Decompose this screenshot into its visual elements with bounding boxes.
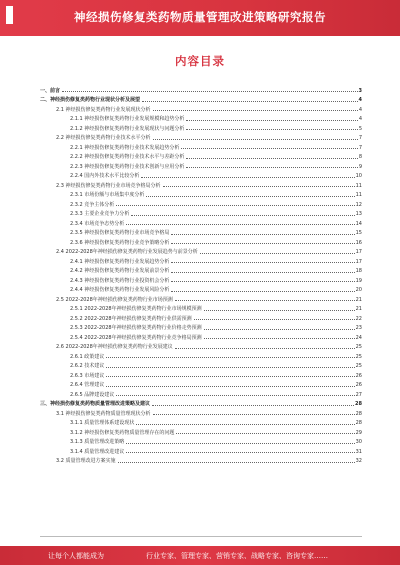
toc-entry-page: 9 bbox=[358, 163, 362, 170]
toc-entry-page: 7 bbox=[358, 144, 362, 151]
toc-entry-label: 2.5.1 2022-2028年神经损伤修复类药物行业市场规模预测 bbox=[70, 306, 202, 312]
toc-entry-page: 24 bbox=[355, 334, 362, 341]
toc-entry-page: 32 bbox=[355, 458, 362, 464]
toc-entry-label: 3.1.4 质量管理改进建议 bbox=[70, 448, 125, 455]
toc-entry-page: 17 bbox=[355, 258, 362, 265]
toc-dot-leader bbox=[153, 139, 358, 140]
toc-dot-leader bbox=[106, 367, 354, 368]
toc-entry[interactable] bbox=[40, 350, 362, 360]
toc-entry-page: 10 bbox=[355, 173, 362, 179]
toc-entry-page: 22 bbox=[355, 315, 362, 322]
toc-entry-page: 25 bbox=[355, 353, 362, 360]
toc-dot-leader bbox=[141, 177, 354, 178]
toc-dot-leader bbox=[116, 205, 354, 206]
toc-entry-page: 5 bbox=[358, 125, 362, 132]
footer-slogan: 让每个人都能成为 bbox=[48, 552, 104, 560]
toc-entry[interactable] bbox=[40, 141, 362, 151]
toc-dot-leader bbox=[204, 338, 355, 339]
toc-entry-label: 2.2.3 神经损伤修复类药物行业技术创新与应用分析 bbox=[70, 163, 185, 170]
toc-entry-label: 2.3.5 神经损伤修复类药物行业市场竞争格局 bbox=[70, 230, 170, 236]
toc-dot-leader bbox=[175, 300, 355, 301]
toc-entry-label: 2.3.6 神经损伤修复类药物行业竞争策略分析 bbox=[70, 239, 170, 246]
footer-roles: 行业专家、管理专家、营销专家、战略专家、咨询专家…… bbox=[146, 552, 328, 560]
toc-entry-page: 7 bbox=[358, 135, 362, 141]
toc-entry[interactable] bbox=[40, 236, 362, 246]
toc-entry[interactable] bbox=[40, 246, 362, 256]
toc-entry-label: 2.2.1 神经损伤修复类药物行业技术发展趋势分析 bbox=[70, 144, 180, 151]
toc-entry-page: 4 bbox=[358, 106, 362, 113]
toc-entry-page: 26 bbox=[355, 372, 362, 379]
toc-entry[interactable] bbox=[40, 455, 362, 465]
toc-dot-leader bbox=[171, 281, 354, 282]
footer-banner bbox=[0, 546, 400, 565]
toc-dot-leader bbox=[106, 376, 354, 377]
toc-entry-label: 2.5.3 2022-2028年神经损伤修复类药物行业价格走势预测 bbox=[70, 325, 202, 331]
toc-entry-page: 21 bbox=[355, 296, 362, 303]
toc-entry[interactable] bbox=[40, 303, 362, 313]
toc-dot-leader bbox=[204, 329, 355, 330]
toc-entry-label: 2.4 2022-2028年神经损伤修复类药物行业发展趋势与前景分析 bbox=[56, 249, 198, 255]
toc-dot-leader bbox=[175, 348, 355, 349]
report-title: 神经损伤修复类药物质量管理改进策略研究报告 bbox=[74, 10, 326, 24]
toc-dot-leader bbox=[171, 234, 354, 235]
toc-entry-page: 27 bbox=[355, 391, 362, 398]
toc-entry-page: 4 bbox=[358, 116, 362, 122]
toc-entry[interactable] bbox=[40, 379, 362, 389]
toc-entry-label: 2.6.5 品牌建设建议 bbox=[70, 391, 115, 398]
toc-entry-page: 28 bbox=[355, 410, 362, 417]
toc-entry-page: 25 bbox=[355, 363, 362, 369]
toc-entry[interactable] bbox=[40, 189, 362, 199]
toc-entry-page: 3 bbox=[358, 87, 362, 94]
toc-entry-label: 2.4.2 神经损伤修复类药物行业发展前景分析 bbox=[70, 268, 170, 274]
toc-heading: 内容目录 bbox=[175, 54, 225, 68]
toc-entry[interactable] bbox=[40, 94, 362, 104]
toc-entry-label: 3.1.1 质量管理体系建设现状 bbox=[70, 420, 135, 426]
toc-entry[interactable] bbox=[40, 436, 362, 446]
toc-entry-label: 3.1.3 质量管理改进策略 bbox=[70, 439, 125, 445]
toc-entry-label: 3.2 质量管理改进方案实施 bbox=[56, 458, 116, 464]
toc-entry-page: 13 bbox=[355, 211, 362, 217]
toc-dot-leader bbox=[126, 452, 354, 453]
toc-dot-leader bbox=[131, 215, 354, 216]
toc-entry[interactable] bbox=[40, 417, 362, 427]
toc-dot-leader bbox=[106, 386, 354, 387]
toc-entry-page: 19 bbox=[355, 277, 362, 284]
toc-entry[interactable] bbox=[40, 322, 362, 332]
toc-entry-label: 2.2.4 国内外技术水平比较分析 bbox=[70, 173, 140, 179]
toc-entry-page: 21 bbox=[355, 306, 362, 312]
toc-entry[interactable] bbox=[40, 398, 362, 408]
toc-entry-page: 25 bbox=[355, 344, 362, 350]
toc-entry[interactable] bbox=[40, 255, 362, 265]
toc-dot-leader bbox=[62, 91, 358, 92]
toc-entry-page: 26 bbox=[355, 382, 362, 388]
toc-dot-leader bbox=[126, 224, 354, 225]
toc-dot-leader bbox=[186, 120, 357, 121]
toc-entry-page: 4 bbox=[358, 97, 362, 103]
toc-dot-leader bbox=[142, 101, 358, 102]
toc-entry[interactable] bbox=[40, 426, 362, 436]
toc-entry[interactable] bbox=[40, 217, 362, 227]
toc-dot-leader bbox=[171, 291, 354, 292]
toc-entry-label: 2.6.1 政策建议 bbox=[70, 353, 105, 360]
toc-entry[interactable] bbox=[40, 388, 362, 398]
toc-entry[interactable] bbox=[40, 132, 362, 142]
toc-entry-label: 2.5.4 2022-2028年神经损伤修复类药物行业竞争格局预测 bbox=[70, 334, 202, 341]
toc-entry-label: 2.3.2 竞争主体分析 bbox=[70, 201, 115, 208]
toc-dot-leader bbox=[136, 424, 354, 425]
toc-dot-leader bbox=[126, 443, 354, 444]
toc-entry[interactable] bbox=[40, 360, 362, 370]
toc-entry-label: 三、神经损伤修复类药物质量管理改进策略及建议 bbox=[40, 401, 151, 407]
toc-dot-leader bbox=[194, 319, 355, 320]
toc-dot-leader bbox=[171, 262, 354, 263]
toc-entry-page: 11 bbox=[355, 192, 362, 198]
toc-entry-label: 二、神经损伤修复类药物行业现状分析及展望 bbox=[40, 97, 141, 103]
toc-entry-page: 23 bbox=[355, 325, 362, 331]
toc-dot-leader bbox=[186, 167, 357, 168]
toc-entry-label: 3.1 神经损伤修复类药物质量管理现状分析 bbox=[56, 410, 151, 417]
toc-entry[interactable] bbox=[40, 113, 362, 123]
toc-entry-label: 2.3 神经损伤修复类药物行业市场竞争格局分析 bbox=[56, 182, 161, 189]
toc-dot-leader bbox=[146, 196, 354, 197]
toc-entry[interactable] bbox=[40, 274, 362, 284]
toc-entry-page: 20 bbox=[355, 287, 362, 293]
toc-entry-page: 17 bbox=[355, 249, 362, 255]
toc-dot-leader bbox=[153, 110, 358, 111]
toc-dot-leader bbox=[116, 395, 354, 396]
toc-entry-label: 2.6.3 市场建议 bbox=[70, 372, 105, 379]
toc-entry[interactable] bbox=[40, 122, 362, 132]
toc-entry[interactable] bbox=[40, 407, 362, 417]
toc-entry-label: 2.1.2 神经损伤修复类药物行业发展现状与问题分析 bbox=[70, 125, 185, 132]
toc-entry-page: 28 bbox=[355, 401, 362, 407]
toc-entry-label: 2.4.1 神经损伤修复类药物行业发展趋势分析 bbox=[70, 258, 170, 265]
toc-entry[interactable] bbox=[40, 312, 362, 322]
toc-entry[interactable] bbox=[40, 198, 362, 208]
toc-entry-label: 2.6.4 管理建议 bbox=[70, 382, 105, 388]
toc-entry[interactable] bbox=[40, 103, 362, 113]
toc-entry[interactable] bbox=[40, 284, 362, 294]
toc-entry[interactable] bbox=[40, 208, 362, 218]
toc-entry-page: 30 bbox=[355, 439, 362, 445]
toc-entry[interactable] bbox=[40, 341, 362, 351]
toc-entry[interactable] bbox=[40, 151, 362, 161]
toc-entry-page: 28 bbox=[355, 420, 362, 426]
toc-dot-leader bbox=[163, 186, 355, 187]
toc-entry-label: 2.3.4 市场竞争态势分析 bbox=[70, 220, 125, 227]
toc-entry-label: 2.5.2 2022-2028年神经损伤修复类药物行业供需预测 bbox=[70, 315, 192, 322]
toc-entry-label: 2.2.2 神经损伤修复类药物行业技术水平与差距分析 bbox=[70, 154, 185, 160]
toc-entry-label: 2.4.4 神经损伤修复类药物行业发展风险分析 bbox=[70, 287, 170, 293]
toc-dot-leader bbox=[118, 462, 355, 463]
toc-dot-leader bbox=[186, 129, 357, 130]
toc-entry-label: 3.1.2 神经损伤修复类药物质量管理存在的问题 bbox=[70, 429, 175, 436]
toc-dot-leader bbox=[171, 243, 354, 244]
toc-entry-page: 15 bbox=[355, 230, 362, 236]
toc-entry[interactable] bbox=[40, 369, 362, 379]
toc-entry-page: 8 bbox=[358, 154, 362, 160]
toc-entry[interactable] bbox=[40, 293, 362, 303]
toc-dot-leader bbox=[186, 158, 357, 159]
toc-entry[interactable] bbox=[40, 331, 362, 341]
toc-entry-label: 2.6.2 技术建议 bbox=[70, 363, 105, 369]
toc-dot-leader bbox=[152, 405, 354, 406]
toc-dot-leader bbox=[153, 414, 355, 415]
toc-entry-label: 2.2 神经损伤修复类药物行业技术水平分析 bbox=[56, 135, 151, 141]
table-of-contents bbox=[40, 84, 362, 464]
toc-entry[interactable] bbox=[40, 227, 362, 237]
toc-entry-page: 31 bbox=[355, 448, 362, 455]
toc-entry-page: 14 bbox=[355, 220, 362, 227]
toc-entry-page: 16 bbox=[355, 239, 362, 246]
toc-entry-label: 2.1.1 神经损伤修复类药物行业发展规模和趋势分析 bbox=[70, 116, 185, 122]
toc-entry-label: 2.4.3 神经损伤修复类药物行业投资机会分析 bbox=[70, 277, 170, 284]
toc-entry[interactable] bbox=[40, 179, 362, 189]
toc-entry-page: 12 bbox=[355, 201, 362, 208]
toc-entry-label: 2.6 2022-2028年神经损伤修复类药物行业发展建议 bbox=[56, 344, 173, 350]
toc-dot-leader bbox=[176, 433, 354, 434]
toc-entry[interactable] bbox=[40, 84, 362, 94]
toc-dot-leader bbox=[171, 272, 354, 273]
toc-entry-label: 2.5 2022-2028年神经损伤修复类药物行业市场预测 bbox=[56, 296, 173, 303]
toc-entry-label: 2.1 神经损伤修复类药物行业发展现状分析 bbox=[56, 106, 151, 113]
toc-entry[interactable] bbox=[40, 160, 362, 170]
footer-divider bbox=[40, 536, 362, 537]
toc-dot-leader bbox=[200, 253, 355, 254]
toc-dot-leader bbox=[106, 357, 354, 358]
report-header bbox=[0, 0, 400, 36]
toc-entry[interactable] bbox=[40, 265, 362, 275]
toc-dot-leader bbox=[181, 148, 357, 149]
toc-entry-page: 29 bbox=[355, 429, 362, 436]
toc-entry-label: 2.3.3 主要企业竞争力分析 bbox=[70, 211, 130, 217]
toc-dot-leader bbox=[204, 310, 355, 311]
toc-entry-label: 2.3.1 市场份额与市场集中度分析 bbox=[70, 192, 145, 198]
toc-entry-page: 11 bbox=[355, 182, 362, 189]
toc-entry[interactable] bbox=[40, 170, 362, 180]
toc-entry[interactable] bbox=[40, 445, 362, 455]
toc-entry-page: 18 bbox=[355, 268, 362, 274]
toc-entry-label: 一、前言 bbox=[40, 87, 61, 94]
